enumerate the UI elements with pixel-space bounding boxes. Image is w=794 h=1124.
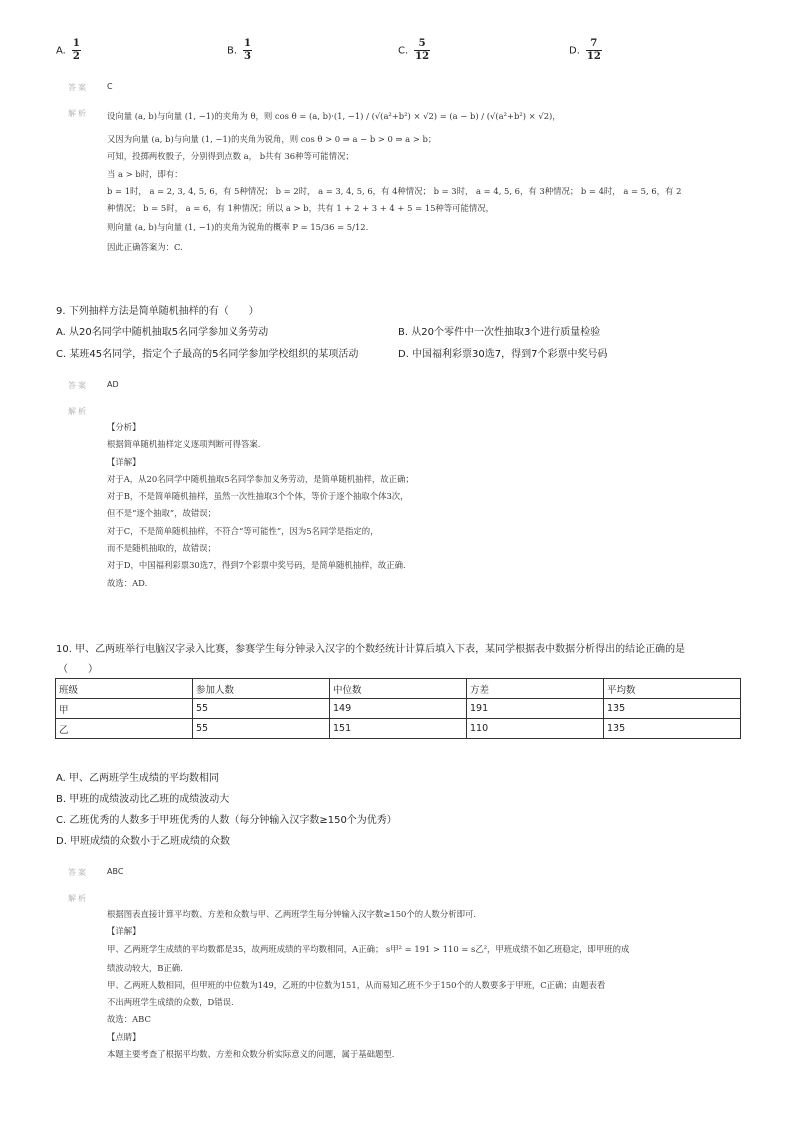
q8-answer: C — [107, 82, 113, 91]
table-header-cell: 班级 — [56, 679, 193, 699]
solution-line: 种情况； b = 5时， a = 6，有 1种情况；所以 a > b，共有 1 + 2 + 3 + 4 + 5 = 15种等可能情况， — [107, 203, 495, 214]
solution-line: 故选：ABC — [107, 1014, 151, 1025]
table-cell: 135 — [604, 699, 741, 719]
table-header-row — [56, 679, 741, 699]
q9-solution — [107, 419, 414, 592]
solution-line: 而不是随机抽取的，故错误； — [107, 543, 216, 554]
q9-answer-label: 答案 — [68, 381, 88, 390]
table-cell: 191 — [467, 699, 604, 719]
solution-line: 当 a > b时，即有： — [107, 168, 183, 179]
q10-stem-paren: （ ） — [58, 664, 98, 675]
solution-line: 对于C，不是简单随机抽样，不符合“等可能性”，因为5名同学是指定的， — [107, 525, 379, 536]
q9-answer: AD — [107, 380, 119, 389]
table-cell: 55 — [193, 699, 330, 719]
solution-line: 【点睛】 — [107, 1031, 141, 1042]
solution-line: 本题主要考查了根据平均数、方差和众数分析实际意义的问题，属于基础题型. — [107, 1049, 395, 1060]
q10-option-c[interactable]: C. 乙班优秀的人数多于甲班优秀的人数（每分钟输入汉字数≥150个为优秀） — [56, 815, 397, 826]
table-cell: 甲 — [56, 699, 193, 719]
q8-solution — [107, 104, 747, 257]
q9-stem: 9. 下列抽样方法是简单随机抽样的有（ ） — [56, 306, 259, 317]
solution-line: 又因为向量 (a, b)与向量 (1, −1)的夹角为锐角，则 cos θ > 0 ⇒ a − b > 0 ⇒ a > b； — [107, 134, 437, 144]
q8-option-b[interactable]: B. $\frac{1}{3}$ — [227, 38, 252, 62]
solution-line: 则向量 (a, b)与向量 (1, −1)的夹角为锐角的概率 P = 15/36 = 5/12. — [107, 222, 369, 233]
q9-option-d[interactable]: D. 中国福利彩票30选7，得到7个彩票中奖号码 — [398, 349, 608, 360]
table-cell: 110 — [467, 719, 604, 739]
fraction: $\frac{5}{12}$ — [415, 38, 430, 62]
solution-line: b = 1时， a = 2, 3, 4, 5, 6，有 5种情况； b = 2时， a = 3, 4, 5, 6，有 4种情况； b = 3时， a = 4, 5, 6，有 3种情况； b = 4时， a = 5, 6，有 2 — [107, 185, 682, 196]
solution-line: 【详解】 — [107, 456, 141, 467]
solution-line: 绩波动较大，B正确. — [107, 962, 183, 973]
q9-analysis-label: 解析 — [68, 407, 88, 416]
solution-line: 甲、乙两班学生成绩的平均数都是35，故两班成绩的平均数相同，A正确； s甲² = 191 > 110 = s乙²，甲班成绩不如乙班稳定，即甲班的成 — [107, 943, 630, 954]
q8-answer-label: 答案 — [68, 83, 88, 92]
solution-line: 不出两班学生成绩的众数，D错误. — [107, 997, 234, 1008]
q10-solution — [107, 906, 747, 1063]
q8-option-c[interactable]: C. $\frac{5}{12}$ — [398, 38, 430, 62]
q9-option-a[interactable]: A. 从20名同学中随机抽取5名同学参加义务劳动 — [56, 327, 269, 338]
fraction: $\frac{7}{12}$ — [586, 38, 601, 62]
table-cell: 135 — [604, 719, 741, 739]
q8-analysis-label: 解析 — [68, 109, 88, 118]
table-header-cell: 方差 — [467, 679, 604, 699]
solution-line: 根据简单随机抽样定义逐项判断可得答案. — [107, 439, 261, 450]
table-header-cell: 参加人数 — [193, 679, 330, 699]
solution-line: 甲、乙两班人数相同，但甲班的中位数为149，乙班的中位数为151，从而易知乙班不少于150个的人数要多于甲班，C正确；由题表看 — [107, 979, 606, 990]
solution-line: 但不是“逐个抽取”，故错误； — [107, 508, 217, 519]
q10-answer: ABC — [107, 867, 124, 876]
fraction: $\frac{1}{2}$ — [72, 38, 80, 62]
q9-option-b[interactable]: B. 从20个零件中一次性抽取3个进行质量检验 — [398, 327, 601, 338]
table-cell: 151 — [330, 719, 467, 739]
q10-answer-label: 答案 — [68, 868, 88, 877]
q10-option-a[interactable]: A. 甲、乙两班学生成绩的平均数相同 — [56, 773, 220, 784]
q8-option-d[interactable]: D. $\frac{7}{12}$ — [569, 38, 601, 62]
q10-option-b[interactable]: B. 甲班的成绩波动比乙班的成绩波动大 — [56, 794, 230, 805]
fraction: $\frac{1}{3}$ — [244, 38, 252, 62]
q10-analysis-label: 解析 — [68, 894, 88, 903]
q10-data-table — [55, 678, 741, 739]
solution-line: 【分析】 — [107, 422, 141, 432]
q10-stem: 10. 甲、乙两班举行电脑汉字录入比赛，参赛学生每分钟录入汉字的个数经统计计算后填入下表，某同学根据表中数据分析得出的结论正确的是 — [56, 644, 686, 655]
solution-line: 设向量 (a, b)与向量 (1, −1)的夹角为 θ，则 cos θ = (a, b)·(1, −1) / (√(a²+b²) × √2) = (a − b) / (√(a²+b²) × √2)， — [107, 111, 561, 121]
solution-line: 根据图表直接计算平均数、方差和众数与甲、乙两班学生每分钟输入汉字数≥150个的人数分析即可. — [107, 909, 477, 919]
q8-option-a[interactable]: A. $\frac{1}{2}$ — [56, 38, 80, 62]
table-row — [56, 719, 741, 739]
table-header-cell: 中位数 — [330, 679, 467, 699]
solution-line: 对于B，不是简单随机抽样，虽然一次性抽取3个个体，等价于逐个抽取个体3次， — [107, 491, 409, 502]
table-cell: 乙 — [56, 719, 193, 739]
table-cell: 149 — [330, 699, 467, 719]
table-header-cell: 平均数 — [604, 679, 741, 699]
solution-line: 对于D，中国福利彩票30选7，得到7个彩票中奖号码，是简单随机抽样，故正确. — [107, 560, 406, 571]
solution-line: 因此正确答案为：C. — [107, 242, 183, 253]
table-row — [56, 699, 741, 719]
q9-option-c[interactable]: C. 某班45名同学，指定个子最高的5名同学参加学校组织的某项活动 — [56, 349, 359, 360]
solution-line: 对于A，从20名同学中随机抽取5名同学参加义务劳动，是简单随机抽样，故正确； — [107, 473, 414, 484]
table-cell: 55 — [193, 719, 330, 739]
solution-line: 【详解】 — [107, 926, 141, 937]
solution-line: 可知，投掷两枚骰子，分别得到点数 a， b共有 36种等可能情况； — [107, 151, 354, 162]
q10-option-d[interactable]: D. 甲班成绩的众数小于乙班成绩的众数 — [56, 836, 231, 847]
solution-line: 故选：AD. — [107, 577, 148, 588]
